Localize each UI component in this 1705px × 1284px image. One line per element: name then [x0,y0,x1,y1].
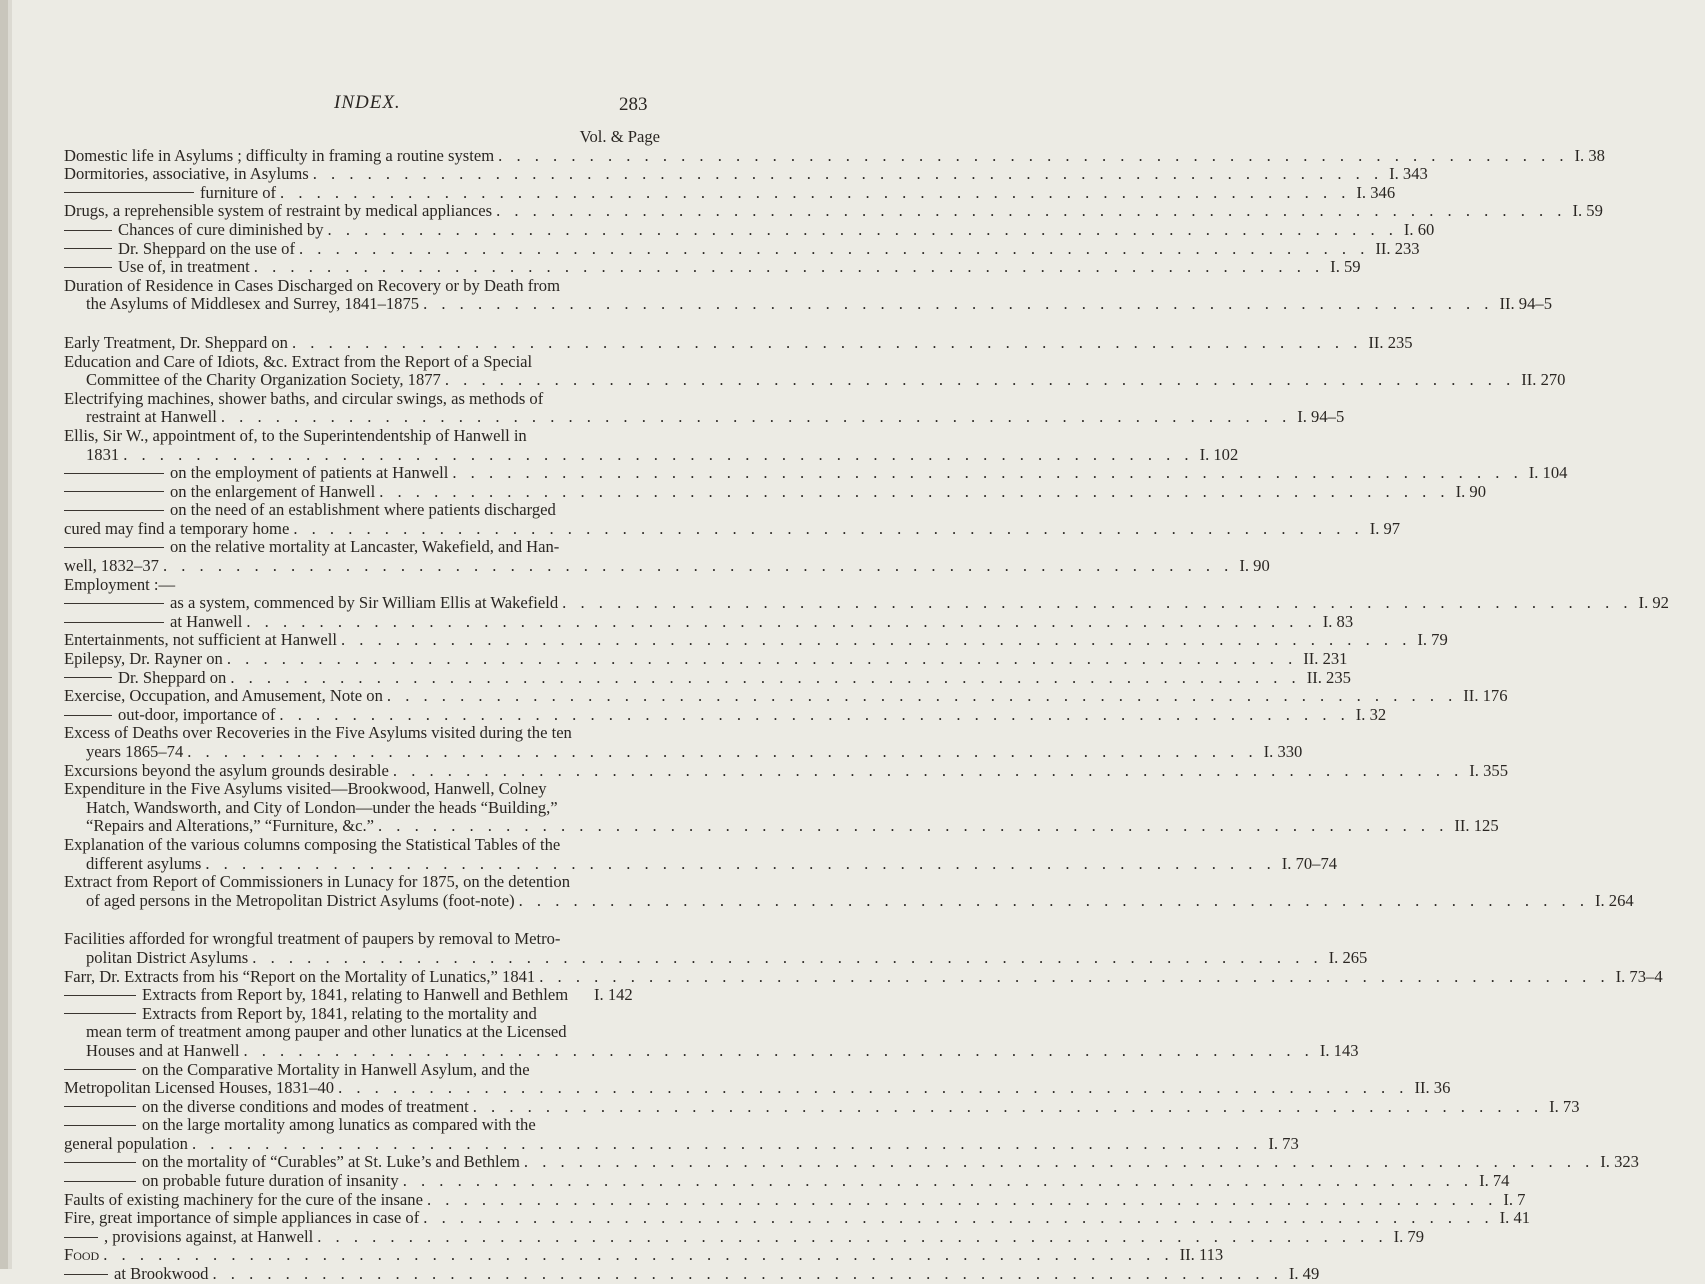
index-entry [64,353,660,372]
volume-page-ref: I. 74 [1479,1171,1510,1191]
index-entry [64,1116,660,1135]
volume-page-ref: I. 90 [1455,481,1486,501]
page-number: 283 [619,94,648,115]
index-entry [64,986,660,1005]
entry-text [64,594,558,613]
page-edge [0,0,8,1269]
index-entry [64,1040,1359,1061]
entry-label: Dr. Sheppard on [118,667,227,687]
volume-page-ref: I. 79 [1417,630,1448,650]
column-header-row [64,128,660,147]
volume-page-ref: I. 73 [1549,1096,1580,1116]
entry-label: Domestic life in Asylums ; difficulty in framing a routine system [64,145,495,165]
dot-leader [288,334,1362,353]
repeat-dash [64,192,194,193]
entry-text [64,762,389,781]
entry-label: Early Treatment, Dr. Sheppard on [64,332,288,352]
index-entry [64,294,1552,314]
dot-leader [226,669,1300,688]
entry-label: on the need of an establishment where patients discharged [170,500,556,520]
dot-leader [383,687,1457,706]
index-entry [64,518,1401,539]
repeat-dash [64,491,164,492]
index-entry [64,1264,1320,1284]
entry-label: on the employment of patients at Hanwell [170,463,449,483]
entry-text [86,446,119,465]
entry-text [64,165,309,184]
volume-page-ref: I. 7 [1503,1189,1526,1209]
entry-label: Dormitories, associative, in Asylums [64,164,309,184]
index-entry [64,1096,1580,1117]
dot-leader [520,1153,1594,1172]
volume-page-ref: II. 231 [1303,649,1348,669]
dot-leader [119,446,1193,465]
volume-page-ref: I. 59 [1330,257,1361,277]
volume-page-ref: I. 330 [1263,742,1303,761]
index-entry [64,444,1239,465]
index-entry [64,704,1387,725]
repeat-dash [64,1237,98,1238]
index-entry [64,238,1420,259]
entry-label: Extract from Report of Commissioners in Lunacy for 1875, on the detention [64,872,571,892]
entry-text [64,538,559,557]
entry-text [64,258,250,277]
entry-label: on the diverse conditions and modes of treatment [142,1096,469,1116]
entry-label: Drugs, a reprehensible system of restraint by medical appliances [64,201,493,221]
entry-label: on the mortality of “Curables” at St. Luke’s and Bethlem [142,1152,520,1172]
repeat-dash [64,473,164,474]
entry-text [64,390,543,409]
index-entry [64,630,1448,650]
index-entry [64,1226,1425,1247]
index-entry [64,1171,1510,1191]
dot-leader [289,520,1363,539]
repeat-dash [64,1013,136,1014]
entry-label: Extracts from Report by, 1841, relating to Hanwell and Bethlem [142,985,569,1005]
dot-leader [469,1098,1543,1117]
index-entry [64,593,1669,613]
vol-page-header: Vol. & Page [579,127,660,146]
dot-leader [337,631,1411,650]
dot-leader [324,221,1398,240]
volume-page-ref: I. 92 [1638,593,1669,613]
entry-text [64,277,560,296]
entry-label: cured may find a temporary home [64,518,290,538]
entry-label: Duration of Residence in Cases Discharged on Recovery or by Death from [64,275,560,295]
index-entry [64,890,1634,911]
entry-text [86,892,515,911]
index-entry [64,947,1368,968]
repeat-dash [64,995,136,996]
dot-leader [239,1042,1313,1061]
entry-text [64,240,295,259]
dot-leader [375,483,1449,502]
entry-label: Food [64,1245,100,1265]
entry-label: 1831 [86,444,120,464]
entry-label: furniture of [200,182,277,202]
entry-label: Electrifying machines, shower baths, and circular swings, as methods of [64,388,544,408]
index-entry [64,780,660,799]
running-title: INDEX. [334,92,401,113]
entry-label: Committee of the Charity Organization Society, 1877 [86,370,441,390]
dot-leader [334,1079,1408,1098]
dot-leader [399,1172,1473,1191]
dot-leader [223,650,1297,669]
entry-label: Hatch, Wandsworth, and City of London—under the heads “Building,” [86,797,558,817]
volume-page-ref: II. 235 [1306,667,1351,687]
entry-label: Houses and at Hanwell [86,1040,240,1060]
entry-label: “Repairs and Alterations,” “Furniture, &c.” [86,816,374,836]
entry-label: Excess of Deaths over Recoveries in the Five Asylums visited during the ten [64,723,572,743]
entry-text [86,371,441,390]
volume-page-ref: I. 49 [1288,1264,1320,1284]
repeat-dash [64,715,112,716]
index-entry [64,853,1338,874]
entry-text [86,408,217,427]
index-entry [64,966,1663,987]
index-entry [64,407,1345,427]
dot-leader [99,1246,1173,1265]
index-entry [64,760,1508,781]
entry-label: Metropolitan Licensed Houses, 1831–40 [64,1078,335,1098]
entry-text [64,221,324,240]
entry-label: mean term of treatment among pauper and other lunatics at the Licensed [86,1022,567,1042]
repeat-dash [64,267,112,268]
entry-label: Entertainments, not sufficient at Hanwell [64,630,337,650]
entry-text [64,427,527,446]
index-entry [64,836,660,855]
repeat-dash [64,248,112,249]
volume-page-ref: I. 142 [594,985,633,1005]
index-entry [64,538,660,557]
dot-leader [248,949,1322,968]
index-entry [64,930,660,949]
volume-page-ref: I. 41 [1499,1208,1531,1228]
entry-label: on the relative mortality at Lancaster, Wakefield, and Han- [170,537,560,557]
entry-label: Epilepsy, Dr. Rayner on [64,649,223,669]
entry-label: Explanation of the various columns composing the Statistical Tables of the [64,834,561,854]
dot-leader [183,743,1257,762]
volume-page-ref: I. 265 [1328,947,1368,967]
dot-leader [242,613,1316,632]
dot-leader [250,258,1324,277]
repeat-dash [64,510,164,511]
entry-text [64,1265,208,1284]
dot-leader [217,408,1291,427]
dot-leader [423,1191,1497,1210]
entry-label: Extracts from Report by, 1841, relating to the mortality and [142,1003,537,1023]
volume-page-ref: I. 79 [1393,1226,1425,1246]
volume-page-ref: I. 102 [1199,444,1239,464]
dot-leader [188,1135,1262,1154]
entry-text [64,1246,99,1265]
dot-leader [201,855,1275,874]
volume-page-ref: II. 233 [1375,238,1420,258]
index-entry [64,257,1361,277]
entry-label: Excursions beyond the asylum grounds desirable [64,760,389,780]
index-entry [64,145,1605,166]
entry-text [86,799,558,818]
index-entry [64,1133,1299,1154]
repeat-dash [64,547,164,548]
entry-text [64,1209,419,1228]
entry-text [64,1098,469,1117]
repeat-dash [64,1162,136,1163]
volume-page-ref: II. 176 [1463,686,1508,706]
entry-label: Facilities afforded for wrongful treatment of paupers by removal to Metro- [64,929,561,949]
dot-leader [276,184,1350,203]
entry-label: as a system, commenced by Sir William Ellis at Wakefield [170,593,559,613]
entry-label: on probable future duration of insanity [142,1171,399,1191]
entry-text [64,669,226,688]
entry-label: Farr, Dr. Extracts from his “Report on the Mortality of Lunatics,” 1841 [64,966,536,986]
volume-page-ref: I. 94–5 [1297,407,1345,427]
index-entry [64,873,660,892]
index-entry [64,742,1303,762]
entry-label: of aged persons in the Metropolitan District Asylums (foot-note) [86,890,515,910]
dot-leader [419,295,1493,314]
repeat-dash [64,230,112,231]
entry-text [64,873,570,892]
index-entry [64,390,660,409]
entry-text [64,184,276,203]
index-entry [64,370,1566,390]
entry-text [64,464,448,483]
entry-text [86,817,374,836]
entry-text [64,147,494,166]
index-entry [64,799,660,818]
volume-page-ref: II. 113 [1179,1245,1224,1265]
volume-page-ref: I. 70–74 [1281,853,1338,873]
index-entry [64,277,660,296]
index-entry [64,667,1351,688]
entry-text [86,743,183,762]
dot-leader [441,371,1515,390]
entry-label: Exercise, Occupation, and Amusement, Note on [64,686,383,706]
dot-leader [275,706,1349,725]
volume-page-ref: I. 343 [1389,164,1428,184]
entry-text [64,520,289,539]
index-entries [64,127,1669,1284]
entry-text [64,687,383,706]
entry-label: Faults of existing machinery for the cure of the insane [64,1189,423,1209]
index-entry [64,501,660,520]
dot-leader [309,165,1383,184]
dot-leader [494,147,1568,166]
index-entry [64,219,1435,240]
entry-text [64,1079,334,1098]
volume-page-ref: II. 94–5 [1499,294,1552,314]
entry-text [64,334,288,353]
entry-label: Fire, great importance of simple appliances in case of [64,1208,420,1228]
volume-page-ref: I. 73 [1268,1133,1299,1153]
index-entry [64,427,660,446]
entry-text [64,1116,536,1135]
entry-text [64,1172,399,1191]
volume-page-ref: I. 60 [1403,219,1435,239]
dot-leader [389,762,1463,781]
entry-text [64,483,375,502]
entry-text [64,780,547,799]
volume-page-ref: I. 38 [1574,145,1605,165]
entry-text [86,1042,239,1061]
index-entry [64,1208,1531,1228]
index-entry [64,1189,1526,1210]
volume-page-ref: I. 83 [1322,611,1354,631]
entry-text [64,836,560,855]
repeat-dash [64,1069,136,1070]
entry-label: restraint at Hanwell [86,407,217,427]
entry-label: on the large mortality among lunatics as compared with the [142,1115,536,1135]
volume-page-ref: II. 270 [1521,370,1566,390]
volume-page-ref: I. 355 [1469,760,1508,780]
entry-label: Use of, in treatment [118,257,250,277]
entry-text [64,1005,537,1024]
volume-page-ref: I. 32 [1355,704,1387,724]
entry-text [64,202,492,221]
repeat-dash [64,1125,136,1126]
entry-text [64,1135,188,1154]
index-entry [64,201,1603,221]
entry-label: at Hanwell [170,611,243,631]
entry-label: Dr. Sheppard on the use of [118,238,295,258]
entry-label: at Brookwood [114,1264,209,1284]
entry-text [64,576,175,595]
repeat-dash [64,622,164,623]
entry-text [64,557,159,576]
entry-text [64,501,556,520]
volume-page-ref: I. 323 [1600,1152,1639,1172]
entry-label: well, 1832–37 [64,556,159,576]
page-edge-shadow [8,0,12,1269]
repeat-dash [64,603,164,604]
repeat-dash [64,1181,136,1182]
index-entry [64,724,660,743]
dot-leader [159,557,1233,576]
volume-page-ref: I. 264 [1594,890,1634,910]
entry-label: on the Comparative Mortality in Hanwell Asylum, and the [142,1059,530,1079]
volume-page-ref: II. 125 [1454,816,1499,836]
index-entry [64,164,1428,184]
repeat-dash [64,677,112,678]
index-entry [64,556,1270,576]
dot-leader [558,594,1632,613]
dot-leader [208,1265,1282,1284]
index-entry [64,816,1499,836]
dot-leader [374,817,1448,836]
entry-text [64,1153,520,1172]
dot-leader [313,1228,1387,1247]
entry-text [64,1061,530,1080]
index-entry [64,649,1348,669]
volume-page-ref: II. 235 [1368,332,1413,352]
index-entry [64,182,1396,203]
dot-leader [419,1209,1493,1228]
entry-label: Education and Care of Idiots, &c. Extract from the Report of a Special [64,351,533,371]
entry-text [64,353,532,372]
index-entry [64,332,1413,353]
volume-page-ref: I. 97 [1369,518,1401,538]
index-entry [64,1061,660,1080]
index-entry [64,1078,1451,1098]
index-entry [64,1023,660,1042]
volume-page-ref: I. 59 [1572,201,1603,221]
dot-leader [448,464,1522,483]
index-entry [64,481,1486,502]
entry-label: on the enlargement of Hanwell [170,481,376,501]
entry-text [64,986,568,1005]
volume-page-ref: II. 36 [1414,1078,1451,1098]
dot-leader [492,202,1566,221]
entry-text [64,724,572,743]
repeat-dash [64,1274,108,1275]
entry-text [64,930,560,949]
entry-text [64,706,275,725]
index-entry [64,1005,660,1024]
dot-leader [295,240,1369,259]
entry-text [64,968,535,987]
entry-label: years 1865–74 [86,742,184,761]
index-entry [64,576,660,595]
entry-label: Employment :— [64,574,176,594]
index-entry [64,611,1354,632]
entry-text [64,1228,313,1247]
entry-label: Ellis, Sir W., appointment of, to the Superintendentship of Hanwell in [64,425,527,445]
entry-label: out-door, importance of [118,704,276,724]
entry-text [64,650,223,669]
repeat-dash [64,1106,136,1107]
volume-page-ref: I. 104 [1528,463,1568,483]
volume-page-ref: I. 90 [1239,556,1270,576]
entry-label: the Asylums of Middlesex and Surrey, 1841–1875 [86,294,420,314]
volume-page-ref: I. 143 [1319,1040,1359,1060]
entry-text [86,855,201,874]
entry-text [64,1191,423,1210]
index-entry [64,463,1568,483]
index-entry [64,686,1508,706]
entry-text [86,295,419,314]
entry-text [86,949,248,968]
entry-label: different asylums [86,853,202,873]
entry-label: Expenditure in the Five Asylums visited—Brookwood, Hanwell, Colney [64,779,547,799]
entry-label: politan District Asylums [86,947,249,967]
dot-leader [535,968,1609,987]
index-entry [64,1245,1224,1265]
entry-text [86,1023,567,1042]
entry-label: , provisions against, at Hanwell [104,1226,314,1246]
entry-text [64,613,242,632]
volume-page-ref: I. 73–4 [1615,966,1663,986]
index-entry [64,1152,1639,1172]
dot-leader [515,892,1589,911]
entry-label: Chances of cure diminished by [118,219,324,239]
volume-page-ref: I. 346 [1356,182,1396,202]
entry-text [64,631,337,650]
entry-label: general population [64,1133,188,1153]
